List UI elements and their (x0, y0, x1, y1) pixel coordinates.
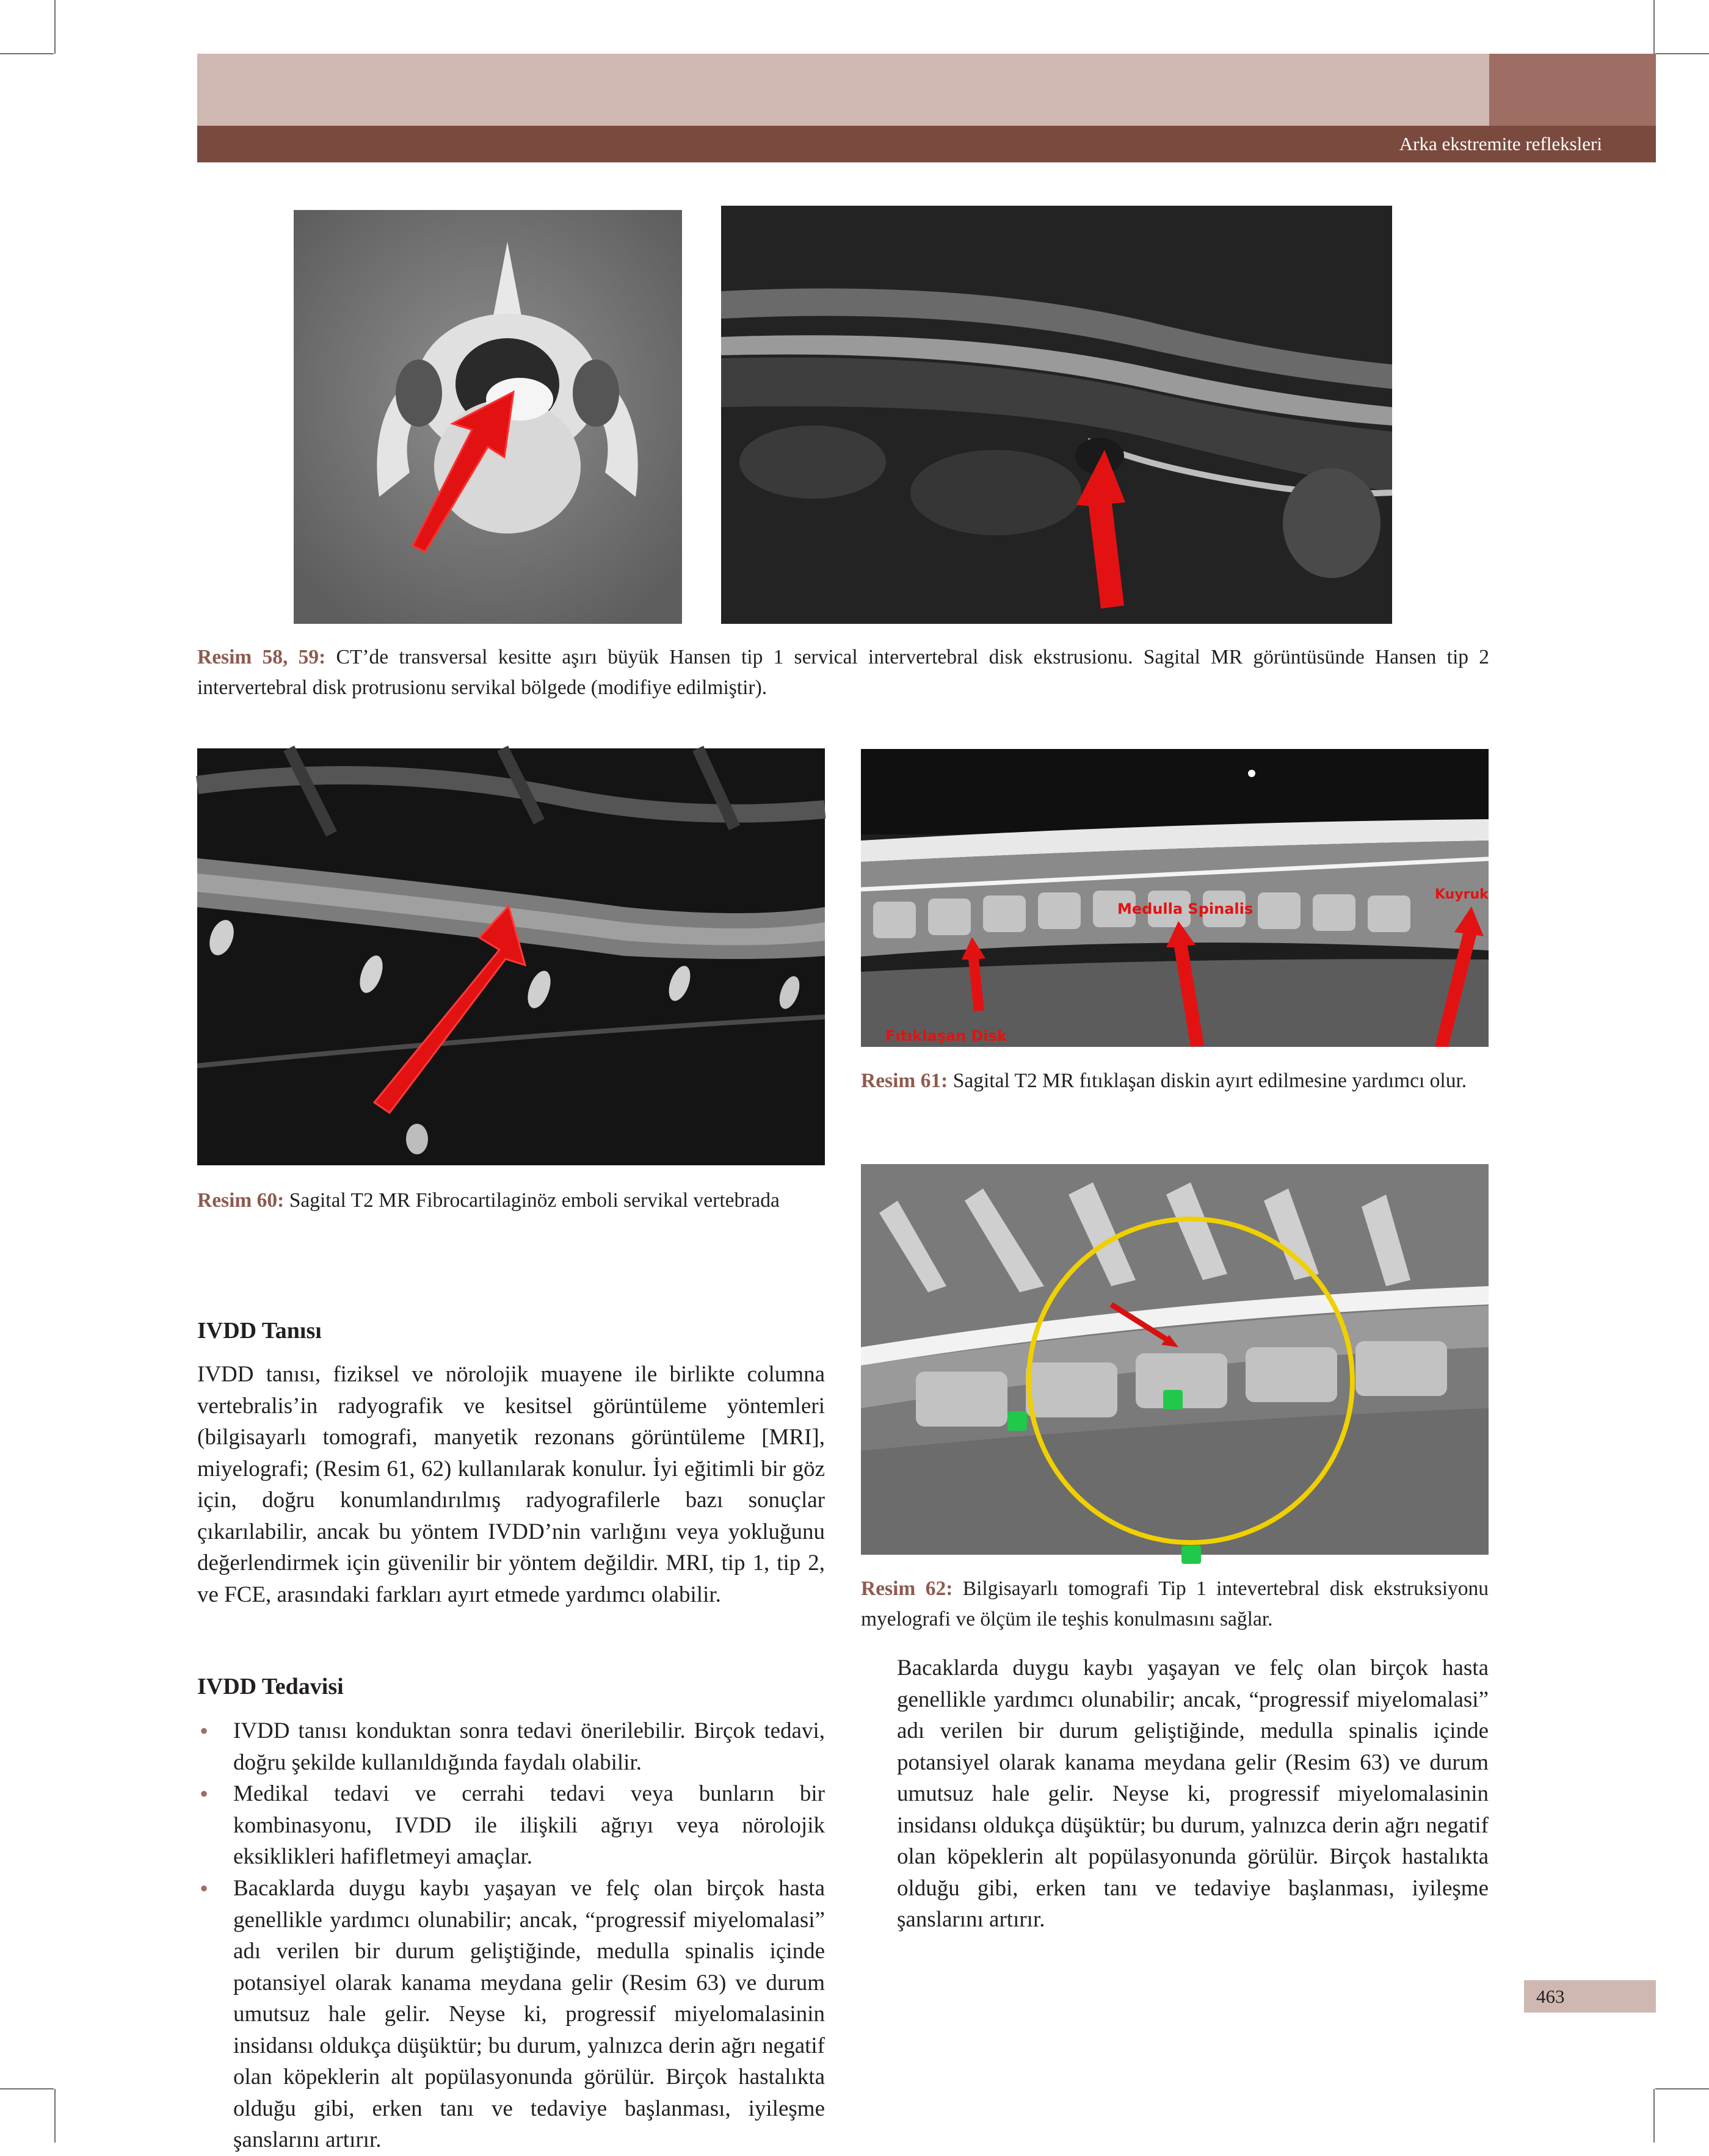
treatment-bullet-list-continued (861, 1652, 1489, 1936)
bullet-icon: • (200, 1875, 209, 1902)
header-title-bar (197, 126, 1656, 162)
crop-mark (54, 0, 56, 54)
figure-62-ct-myelography-image (861, 1164, 1489, 1555)
caption-label: Resim 61: (861, 1069, 948, 1092)
figure-58-ct-image (294, 210, 682, 624)
page-number-box (1524, 1980, 1656, 2013)
caption-text: Sagital T2 MR fıtıklaşan diskin ayırt edilmesine yardımcı olur. (948, 1069, 1467, 1092)
label-medulla-spinalis: Medulla Spinalis (1117, 900, 1254, 917)
diagnosis-paragraph: IVDD tanısı, fiziksel ve nörolojik muayene ile birlikte columna vertebralis’in radyografik ve kesitsel görüntüleme yöntemleri (bilgisayarlı tomografi, manyetik rezonans görüntüleme [MRI], miyelografi; (Resim 61, 62) kullanılarak konulur. İyi eğitimli bir göz için, doğru konumlandırılmış radyografilerle bazı sonuçlar çıkarılabilir, ancak bu yöntem IVDD’nin varlığını veya yokluğunu değerlendirmek için güvenilir bir yöntem değildir. MRI, tip 1, tip 2, ve FCE, arasındaki farkları ayırt etmede yardımcı olabilir. (197, 1362, 825, 1607)
crop-mark (1655, 53, 1709, 54)
crop-mark (54, 2089, 56, 2143)
treatment-bullet-list-continued (197, 1873, 825, 2156)
bullet-text: Bacaklarda duygu kaybı yaşayan ve felç olan birçok hasta genellikle yardımcı olunabilir; ancak, “progressif miyelomalasi” adı verilen bir durum geliştiğinde, medulla spinalis içinde potansiyel olarak kanama meydana gelir (Resim 63) ve durum umutsuz hale gelir. Neyse ki, progressif miyelomalasinin insidansı oldukça düşüktür; bu durum, yalnızca derin ağrı negatif olan köpeklerin alt popülasyonunda görülür. Birçok hastalıkta olduğu gibi, erken tanı ve tedaviye başlanması, iyileşme şanslarını artırır. (233, 1876, 825, 2152)
header-accent-block (1489, 54, 1656, 126)
bullet-icon: • (200, 1780, 209, 1807)
bullet-3-column-2 (861, 1655, 1489, 1932)
bullet-3-column-1 (197, 1873, 825, 2152)
caption-text: Bilgisayarlı tomografi Tip 1 intevertebral disk ekstruksiyonu myelografi ve ölçüm ile teşhis konulmasını sağlar. (861, 1577, 1489, 1630)
bullet-icon: • (200, 1717, 209, 1745)
figure-59-mr-image (721, 206, 1392, 624)
caption-60 (197, 1185, 825, 1216)
crop-mark (0, 2088, 54, 2089)
section-heading-diagnosis: IVDD Tanısı (197, 1318, 322, 1344)
caption-62 (861, 1574, 1489, 1635)
bullet-text: Medikal tedavi ve cerrahi tedavi veya bunların bir kombinasyonu, IVDD ile ilişkili ağrıyı veya nörolojik eksiklikleri hafifletmeyi amaçlar. (233, 1781, 825, 1869)
crop-mark (1653, 0, 1655, 54)
bullet-item (197, 1715, 825, 1778)
treatment-bullet-list-left (197, 1715, 825, 1873)
header-band (197, 54, 1489, 126)
caption-61 (861, 1066, 1489, 1096)
caption-text: CT’de transversal kesitte aşırı büyük Hansen tip 1 servical intervertebral disk ekstrusionu. Sagital MR görüntüsünde Hansen tip 2 intervertebral disk protrusionu servikal bölgede (modifiye edilmiştir). (197, 646, 1489, 699)
crop-mark (0, 53, 54, 54)
figure-60-mr-image (197, 748, 825, 1165)
bullet-text: IVDD tanısı konduktan sonra tedavi önerilebilir. Birçok tedavi, doğru şekilde kullanıldığında faydalı olabilir. (233, 1718, 825, 1775)
caption-text: Sagital T2 MR Fibrocartilaginöz emboli servikal vertebrada (284, 1189, 780, 1212)
page-number: 463 (1536, 1986, 1565, 2007)
bullet-item (861, 1652, 1489, 1936)
figure-61-mr-spine-image (861, 749, 1489, 1047)
bullet-item (197, 1778, 825, 1873)
section-heading-treatment: IVDD Tedavisi (197, 1674, 344, 1699)
running-title: Arka ekstremite refleksleri (1399, 133, 1602, 154)
crop-mark (1653, 2089, 1655, 2143)
label-kuyruk: Kuyruk (1435, 887, 1489, 902)
bullet-text: Bacaklarda duygu kaybı yaşayan ve felç olan birçok hasta genellikle yardımcı olunabilir; ancak, “progressif miyelomalasi” adı verilen bir durum geliştiğinde, medulla spinalis içinde potansiyel olarak kanama meydana gelir (Resim 63) ve durum umutsuz hale gelir. Neyse ki, progressif miyelomalasinin insidansı oldukça düşüktür; bu durum, yalnızca derin ağrı negatif olan köpeklerin alt popülasyonunda görülür. Birçok hastalıkta olduğu gibi, erken tanı ve tedaviye başlanması, iyileşme şanslarını artırır. (897, 1655, 1489, 1932)
caption-58-59 (197, 642, 1489, 703)
caption-label: Resim 58, 59: (197, 646, 326, 668)
caption-label: Resim 60: (197, 1189, 285, 1212)
label-fitiklasan-disk: Fıtıklaşan Disk (885, 1027, 1007, 1044)
crop-mark (1655, 2088, 1709, 2089)
bullet-item (197, 1873, 825, 2156)
caption-label: Resim 62: (861, 1577, 953, 1600)
